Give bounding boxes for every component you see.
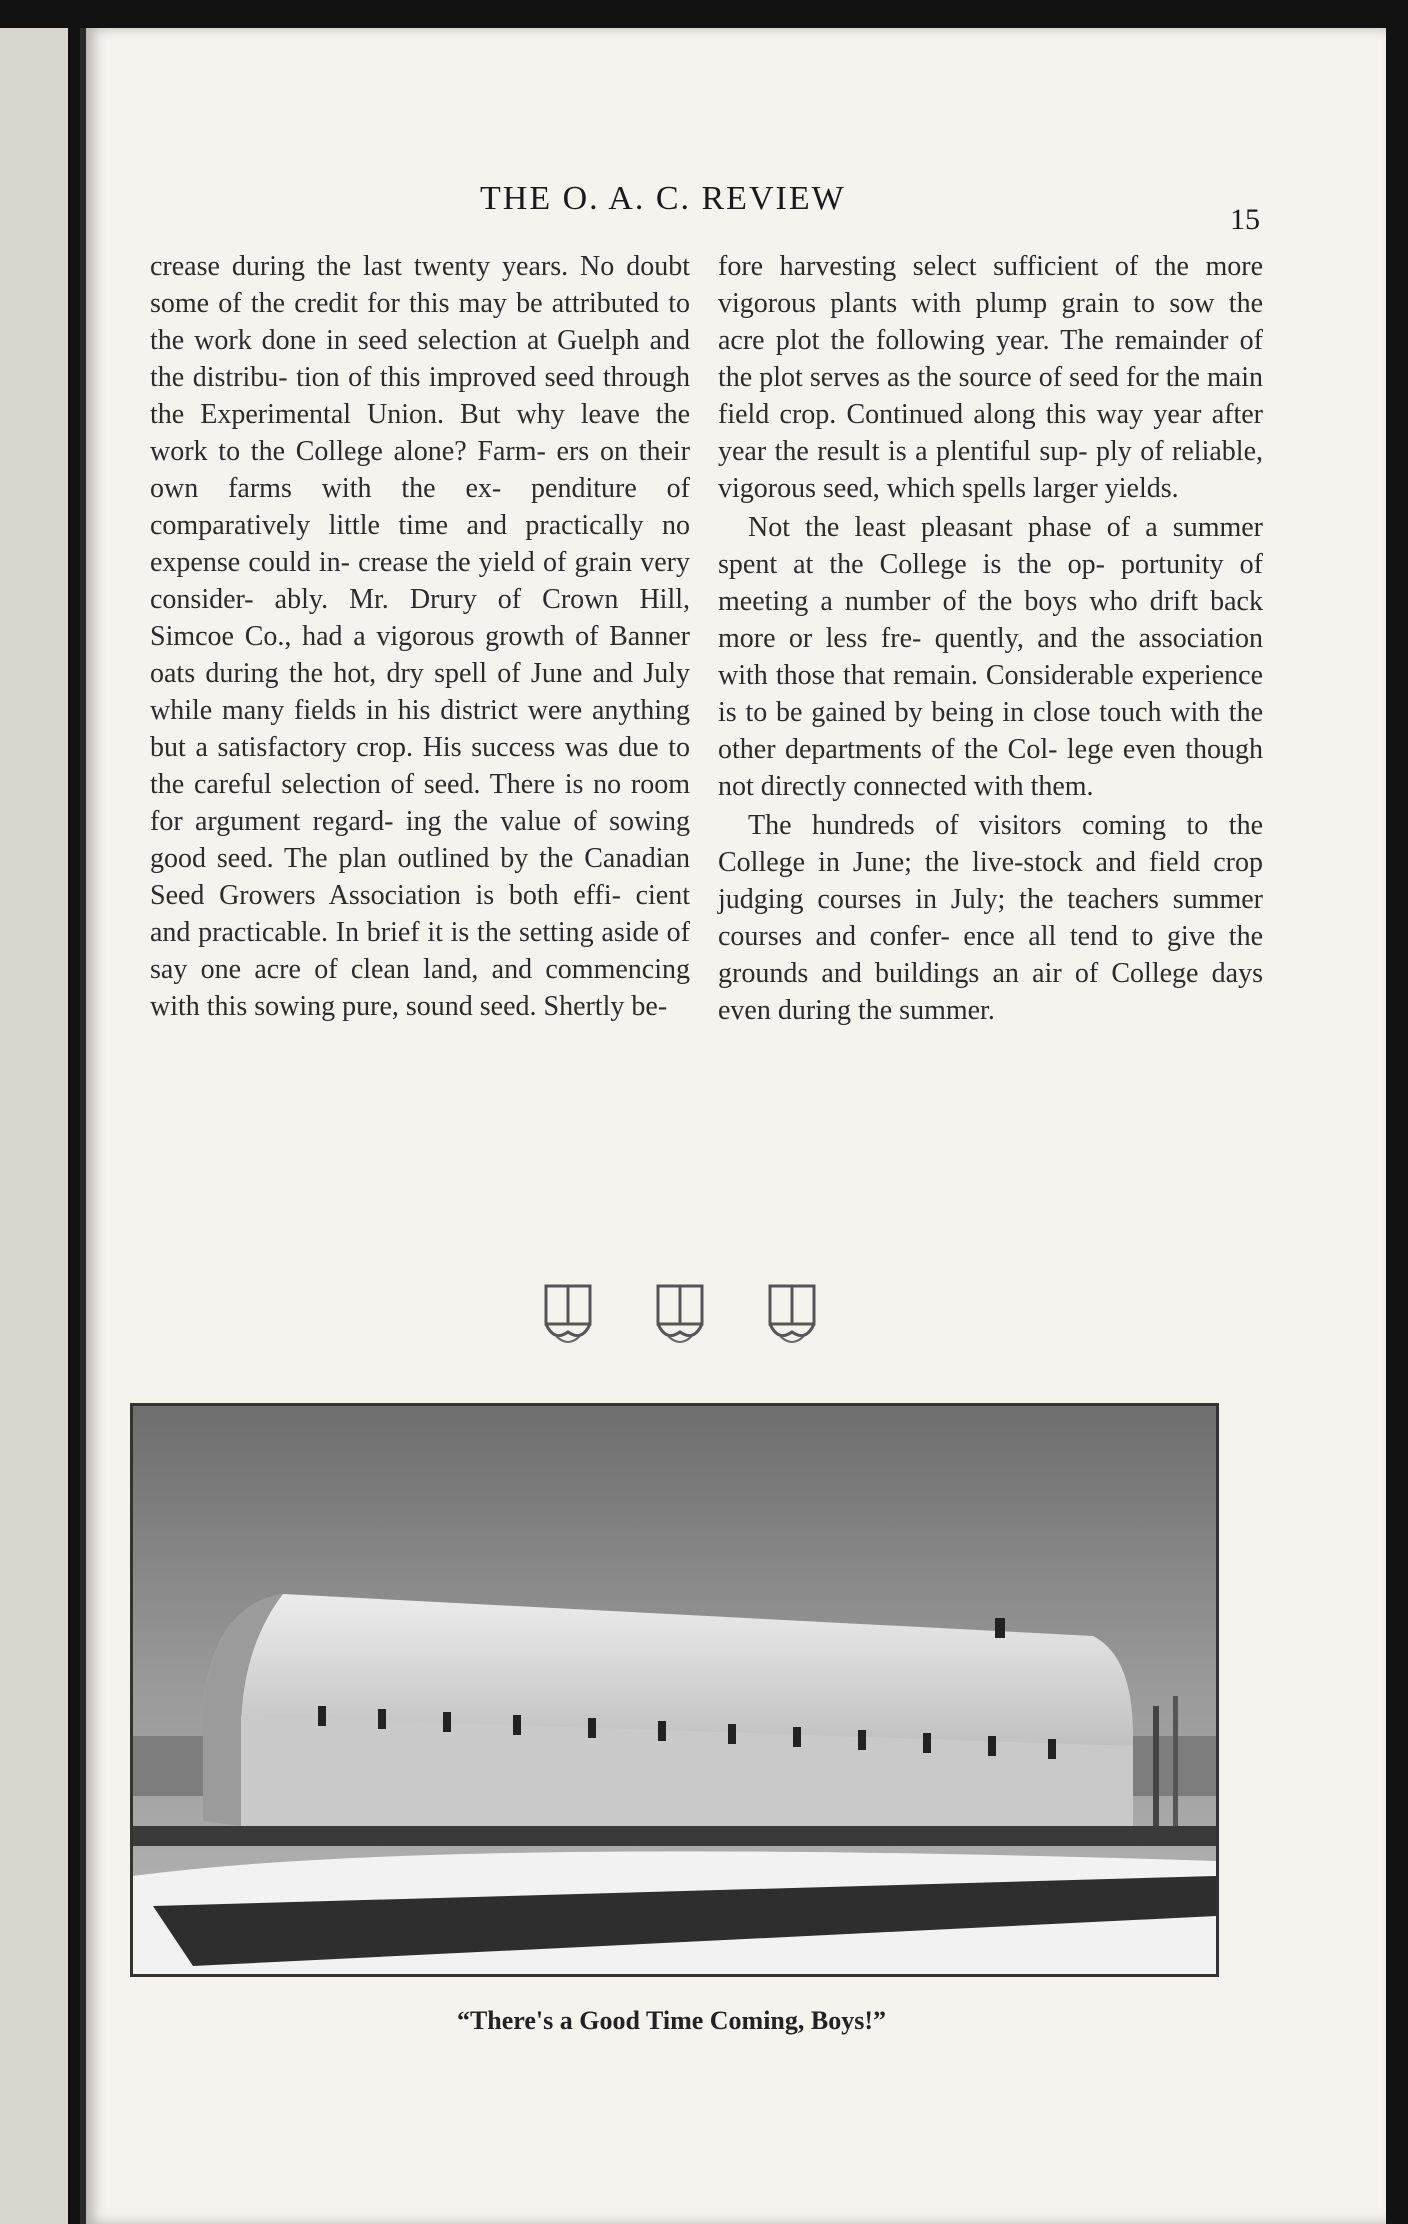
ornament-icon (652, 1282, 708, 1350)
text-column-left (150, 248, 690, 1025)
ornament-icon (540, 1282, 596, 1350)
running-header: THE O. A. C. REVIEW (480, 180, 846, 217)
barn-illustration (133, 1406, 1216, 1974)
paragraph: Not the least pleasant phase of a summer spent at the College is the op- portunity of meeting a number of the boys who drift back more or less fre- quently, and the association with those that remain. Considerable experience is to be gained by being in close touch with the other departments of the Col- lege even though not directly connected with them. (718, 512, 1263, 802)
barn-photograph (130, 1403, 1219, 1977)
photo-caption: “There's a Good Time Coming, Boys!” (456, 2006, 887, 2035)
text-column-right (718, 248, 1263, 1029)
ornament-icon (764, 1282, 820, 1350)
paragraph: crease during the last twenty years. No doubt some of the credit for this may be attributed to the work done in seed selection at Guelph and the distribu- tion of this improved seed through the Experimental Union. But why leave the work to the College alone? Farm- ers on their own farms with the ex- penditure of comparatively little time and practically no expense could in- crease the yield of grain very consider- ably. Mr. Drury of Crown Hill, Simcoe Co., had a vigorous growth of Banner oats during the hot, dry spell of June and July while many fields in his district were anything but a satisfactory crop. His success was due to the careful selection of seed. There is no room for argument regard- ing the value of sowing good seed. The plan outlined by the Canadian Seed Growers Association is both effi- cient and practicable. In brief it is the setting aside of say one acre of clean land, and commencing with this sowing pure, sound seed. Shertly be- (150, 251, 690, 1022)
facing-page-edge (0, 28, 68, 2224)
section-divider (540, 1282, 820, 1352)
paragraph: The hundreds of visitors coming to the College in June; the live-stock and field crop judging courses in July; the teachers summer courses and confer- ence all tend to give the grounds and buildings an air of College days even during the summer. (718, 810, 1263, 1026)
page-number: 15 (1230, 203, 1260, 236)
paragraph: fore harvesting select sufficient of the more vigorous plants with plump grain to sow the acre plot the following year. The remainder of the plot serves as the source of seed for the main field crop. Continued along this way year after year the result is a plentiful sup- ply of reliable, vigorous seed, which spells larger yields. (718, 251, 1263, 504)
